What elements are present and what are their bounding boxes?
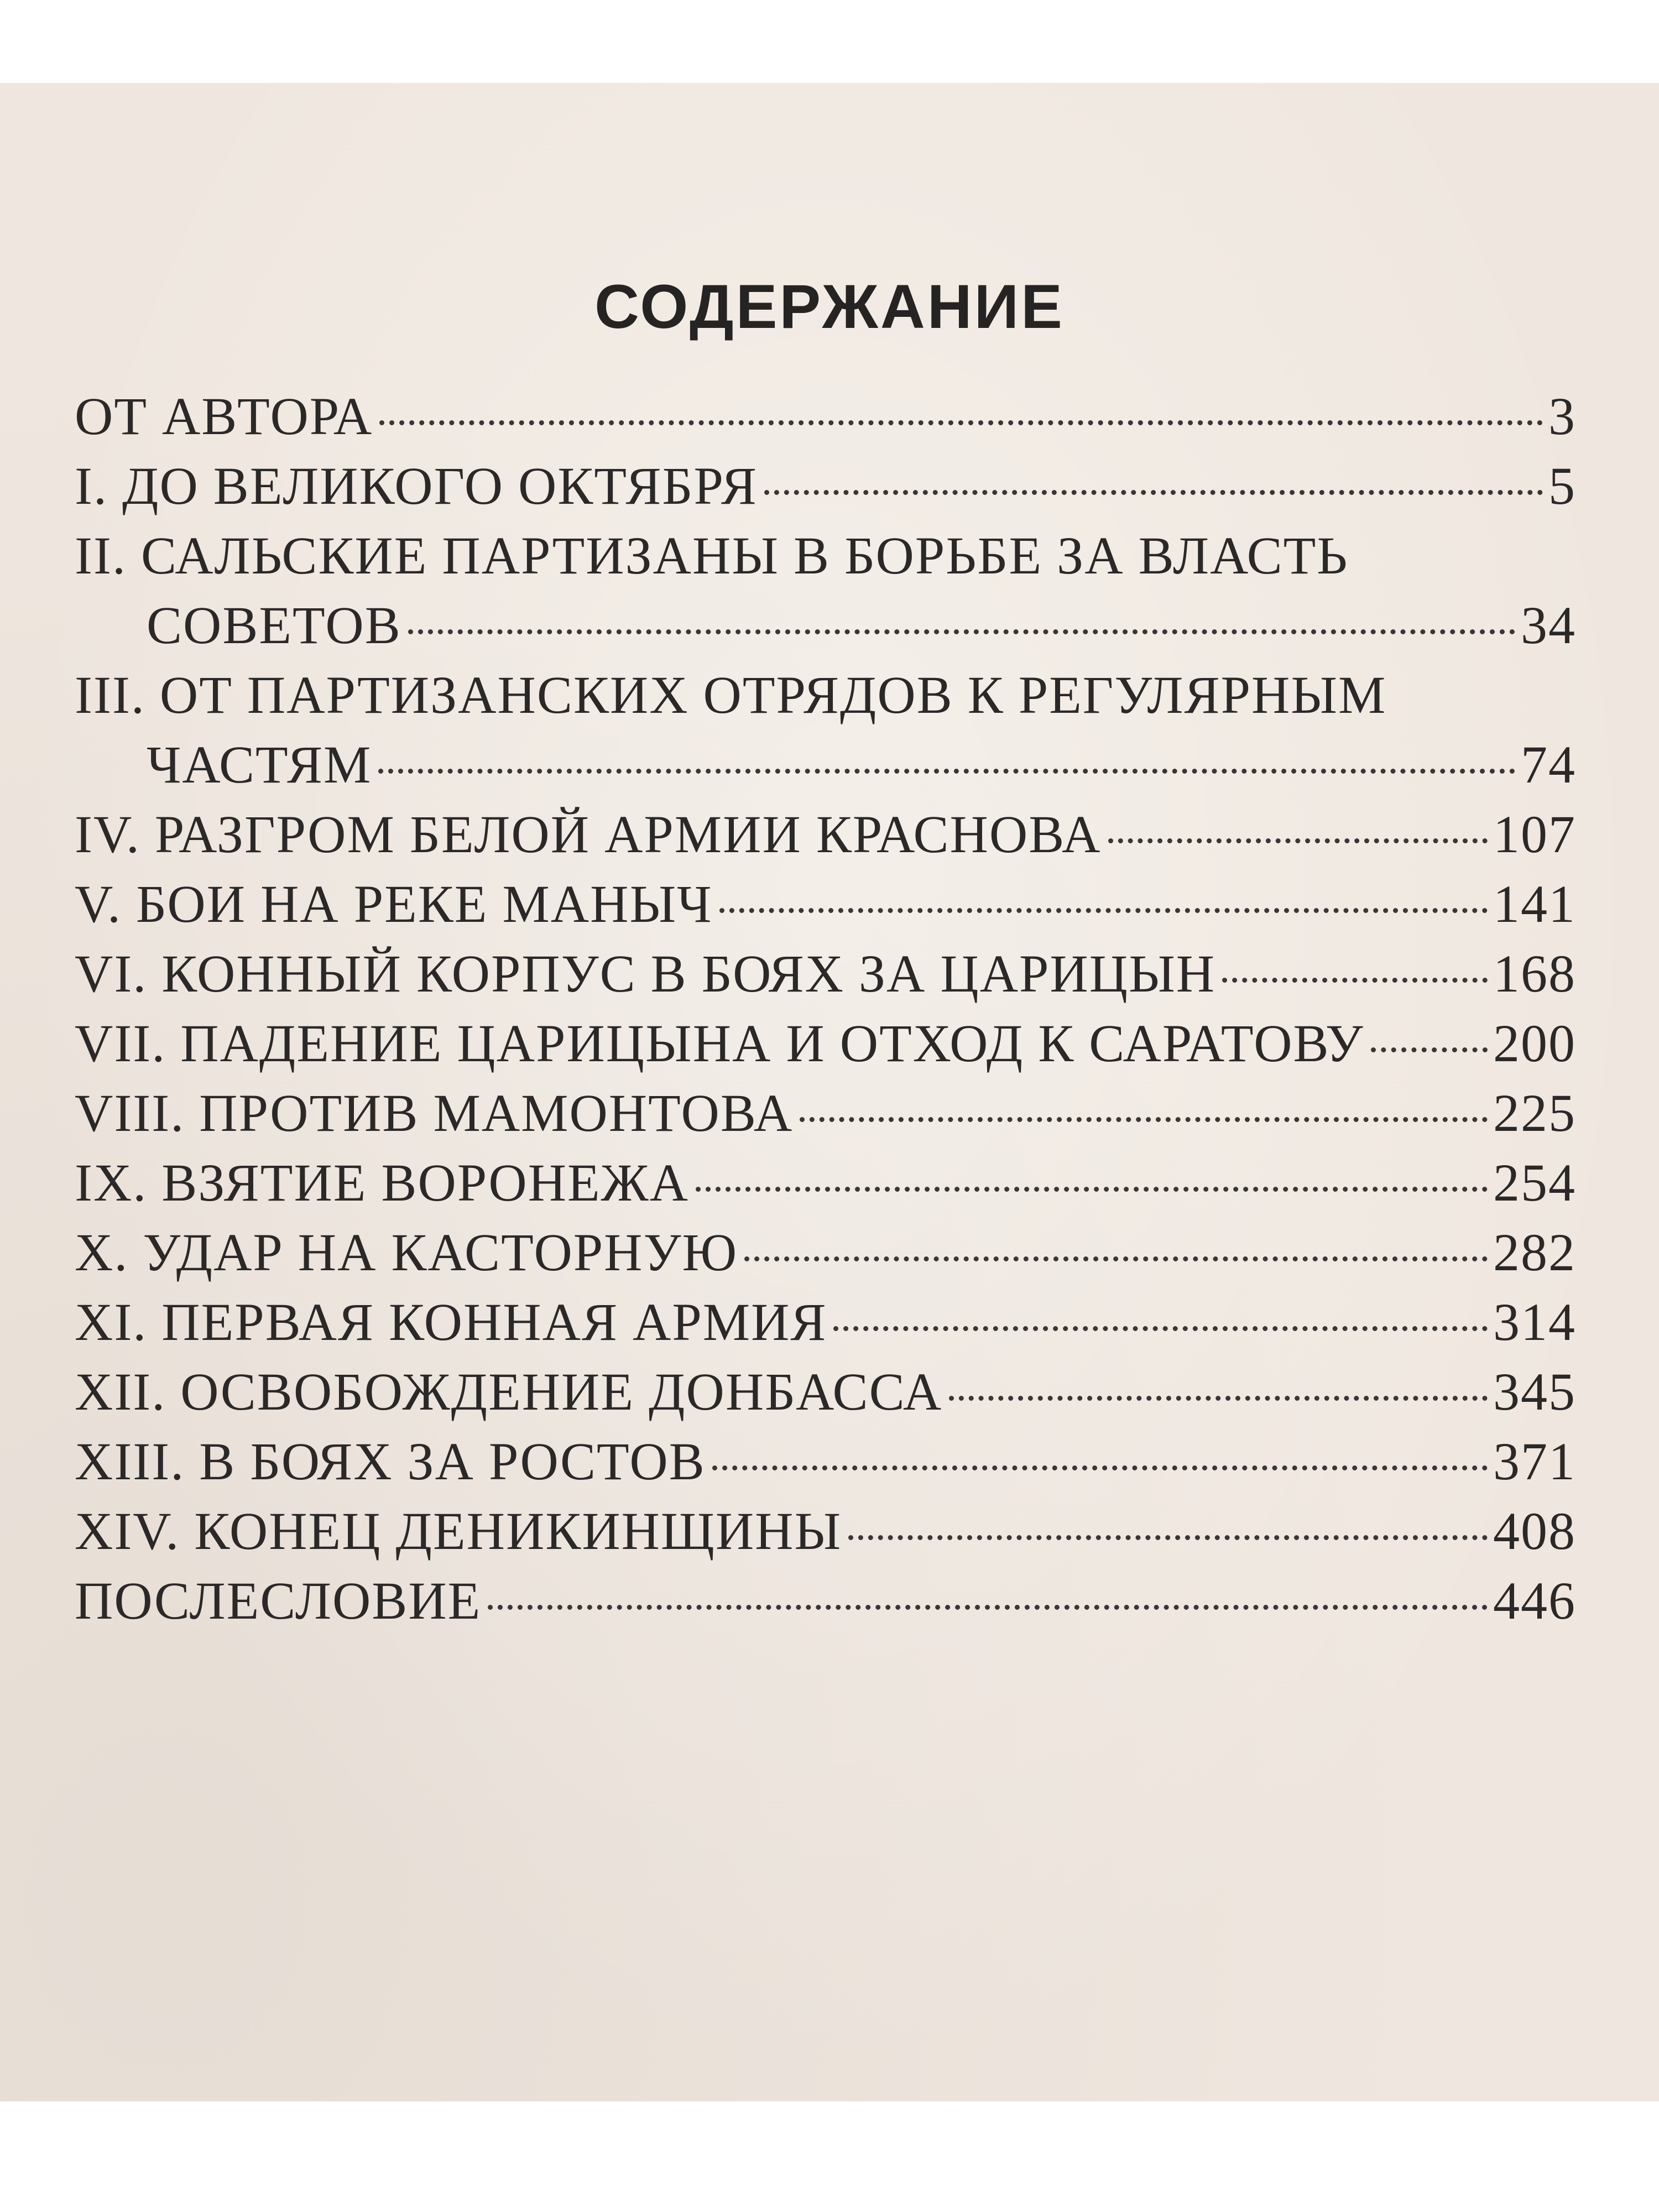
dot-leader <box>1371 1047 1488 1052</box>
toc-page-number: 371 <box>1493 1432 1576 1491</box>
toc-entry-title-continued: ЧАСТЯМ <box>147 735 372 794</box>
dot-leader <box>744 1256 1488 1261</box>
dot-leader <box>378 769 1515 774</box>
toc-page-number: 282 <box>1493 1223 1576 1282</box>
toc-entry-chapter-14 <box>75 1496 1576 1566</box>
toc-entry-title: I. ДО ВЕЛИКОГО ОКТЯБРЯ <box>75 456 758 515</box>
toc-entry-chapter-1 <box>75 451 1576 521</box>
table-of-contents <box>75 382 1576 1636</box>
dot-leader <box>712 1465 1488 1470</box>
toc-entry-chapter-9 <box>75 1148 1576 1218</box>
toc-entry-title: XIV. КОНЕЦ ДЕНИКИНЩИНЫ <box>75 1501 842 1561</box>
dot-leader <box>408 629 1515 634</box>
dot-leader <box>488 1605 1488 1610</box>
toc-entry-title: VIII. ПРОТИВ МАМОНТОВА <box>75 1083 794 1142</box>
toc-page-number: 107 <box>1493 805 1576 864</box>
toc-entry-title: XIII. В БОЯХ ЗА РОСТОВ <box>75 1432 706 1491</box>
dot-leader <box>1222 978 1488 983</box>
toc-entry-chapter-8 <box>75 1078 1576 1148</box>
toc-entry-title: IV. РАЗГРОМ БЕЛОЙ АРМИИ КРАСНОВА <box>75 805 1102 864</box>
toc-entry-chapter-2 <box>75 521 1576 660</box>
toc-page-number: 5 <box>1548 456 1576 515</box>
toc-entry-title: IX. ВЗЯТИЕ ВОРОНЕЖА <box>75 1153 689 1212</box>
toc-page-number: 345 <box>1493 1362 1576 1421</box>
toc-entry-chapter-10 <box>75 1218 1576 1287</box>
dot-leader <box>696 1187 1488 1192</box>
toc-entry-title: VI. КОННЫЙ КОРПУС В БОЯХ ЗА ЦАРИЦЫН <box>75 944 1216 1003</box>
toc-entry-chapter-5 <box>75 869 1576 939</box>
toc-entry-chapter-13 <box>75 1427 1576 1496</box>
toc-entry-title: VII. ПАДЕНИЕ ЦАРИЦЫНА И ОТХОД К САРАТОВУ <box>75 1014 1364 1073</box>
toc-page-number: 141 <box>1493 874 1576 933</box>
toc-page-number: 446 <box>1493 1571 1576 1630</box>
toc-entry-afterword <box>75 1566 1576 1636</box>
toc-entry-title-continued: СОВЕТОВ <box>147 596 401 655</box>
toc-entry-title: ОТ АВТОРА <box>75 387 373 446</box>
toc-entry-chapter-6 <box>75 939 1576 1009</box>
dot-leader <box>833 1326 1488 1331</box>
toc-entry-title: XI. ПЕРВАЯ КОННАЯ АРМИЯ <box>75 1292 827 1352</box>
toc-entry-preface <box>75 382 1576 451</box>
toc-entry-title: X. УДАР НА КАСТОРНУЮ <box>75 1223 738 1282</box>
toc-entry-title: XII. ОСВОБОЖДЕНИЕ ДОНБАССА <box>75 1362 943 1421</box>
dot-leader <box>800 1117 1488 1122</box>
toc-entry-chapter-12 <box>75 1357 1576 1427</box>
toc-page-number: 314 <box>1493 1292 1576 1352</box>
toc-page-number: 74 <box>1521 735 1576 794</box>
toc-entry-chapter-11 <box>75 1287 1576 1357</box>
page-title: СОДЕРЖАНИЕ <box>594 272 1065 341</box>
toc-page-number: 168 <box>1493 944 1576 1003</box>
dot-leader <box>949 1396 1488 1401</box>
toc-page-number: 225 <box>1493 1083 1576 1142</box>
dot-leader <box>764 490 1543 495</box>
toc-entry-chapter-3 <box>75 660 1576 800</box>
toc-entry-title: ПОСЛЕСЛОВИЕ <box>75 1571 482 1630</box>
dot-leader <box>719 908 1488 913</box>
book-page <box>0 83 1659 2101</box>
dot-leader <box>848 1535 1488 1540</box>
toc-page-number: 254 <box>1493 1153 1576 1212</box>
toc-page-number: 34 <box>1521 596 1576 655</box>
dot-leader <box>1108 838 1488 843</box>
toc-entry-chapter-4 <box>75 800 1576 869</box>
dot-leader <box>379 420 1543 425</box>
toc-page-number: 408 <box>1493 1501 1576 1561</box>
toc-page-number: 200 <box>1493 1014 1576 1073</box>
toc-entry-chapter-7 <box>75 1009 1576 1078</box>
toc-page-number: 3 <box>1548 387 1576 446</box>
toc-entry-title: III. ОТ ПАРТИЗАНСКИХ ОТРЯДОВ К РЕГУЛЯРНЫМ <box>75 665 1387 724</box>
toc-entry-title: II. САЛЬСКИЕ ПАРТИЗАНЫ В БОРЬБЕ ЗА ВЛАСТЬ <box>75 526 1349 585</box>
toc-entry-title: V. БОИ НА РЕКЕ МАНЫЧ <box>75 874 713 933</box>
